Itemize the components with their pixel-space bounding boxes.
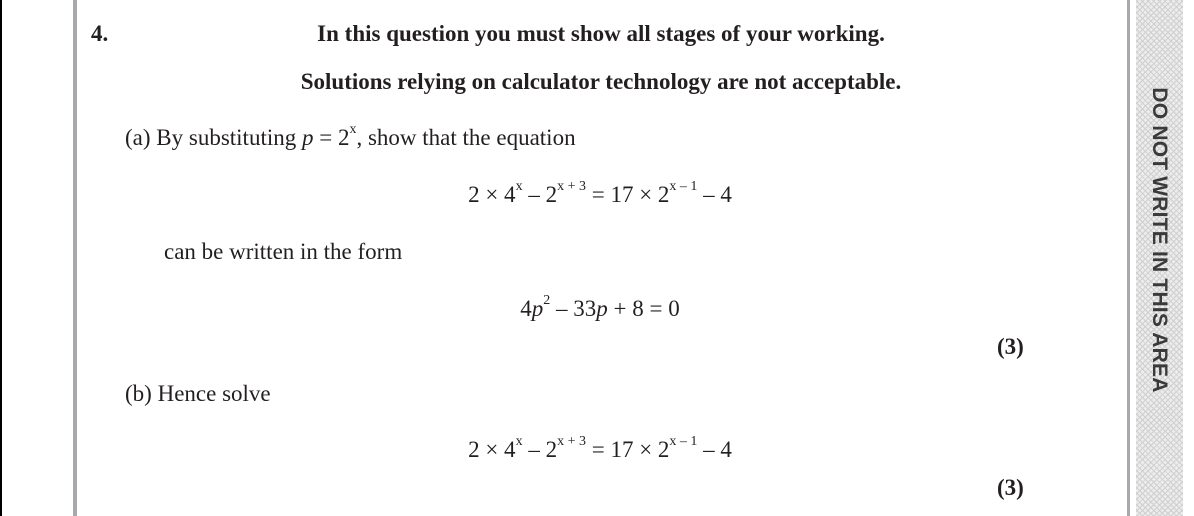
instruction-calculator: Solutions relying on calculator technology are not acceptable. xyxy=(300,69,902,94)
eq-b-exp1: x xyxy=(515,434,523,450)
part-a-prompt xyxy=(125,122,576,150)
quad-exp: 2 xyxy=(543,293,551,309)
eq-a-term3: = 17 × 2 xyxy=(585,182,670,207)
eq-b-term2: – 2 xyxy=(522,437,558,462)
eq-b-term4: – 4 xyxy=(697,437,732,462)
part-b-equation xyxy=(468,434,732,462)
quadratic-form xyxy=(520,293,680,321)
part-a-connector: can be written in the form xyxy=(164,239,403,264)
eq-b-term1: 2 × 4 xyxy=(468,437,516,462)
eq-a-exp2: x + 3 xyxy=(557,179,586,195)
question-number: 4. xyxy=(91,21,109,46)
part-a-marks: (3) xyxy=(997,334,1024,359)
eq-a-term1: 2 × 4 xyxy=(468,182,516,207)
instruction-working: In this question you must show all stages of your working. xyxy=(317,21,885,46)
part-b-text: Hence solve xyxy=(157,381,271,406)
quad-mid: – 33 xyxy=(550,296,597,321)
left-margin-rule xyxy=(73,0,77,516)
substitution-exponent: x xyxy=(349,122,357,138)
eq-b-term3: = 17 × 2 xyxy=(585,437,670,462)
eq-a-exp3: x – 1 xyxy=(669,179,698,195)
substitution-equals: = 2 xyxy=(313,125,350,150)
substitution-variable: p xyxy=(301,125,314,150)
quad-coef: 4 xyxy=(520,296,532,321)
quad-end: + 8 = 0 xyxy=(607,296,680,321)
part-a-text-after: , show that the equation xyxy=(356,125,576,150)
part-b-marks: (3) xyxy=(997,475,1024,500)
left-edge-strip xyxy=(0,0,2,516)
right-margin-rule xyxy=(1127,0,1130,516)
quad-var: p xyxy=(531,296,544,321)
eq-a-term4: – 4 xyxy=(697,182,732,207)
eq-b-exp2: x + 3 xyxy=(557,434,586,450)
part-a-text-before: By substituting xyxy=(156,125,297,150)
eq-a-term2: – 2 xyxy=(522,182,558,207)
part-b-prompt xyxy=(125,382,271,405)
eq-b-exp3: x – 1 xyxy=(669,434,698,450)
part-b-label: (b) xyxy=(125,381,152,406)
part-a-label: (a) xyxy=(125,125,151,150)
margin-warning: DO NOT WRITE IN THIS AREA xyxy=(1148,87,1171,393)
eq-a-exp1: x xyxy=(515,179,523,195)
part-a-equation xyxy=(468,179,732,207)
quad-var2: p xyxy=(596,296,608,321)
